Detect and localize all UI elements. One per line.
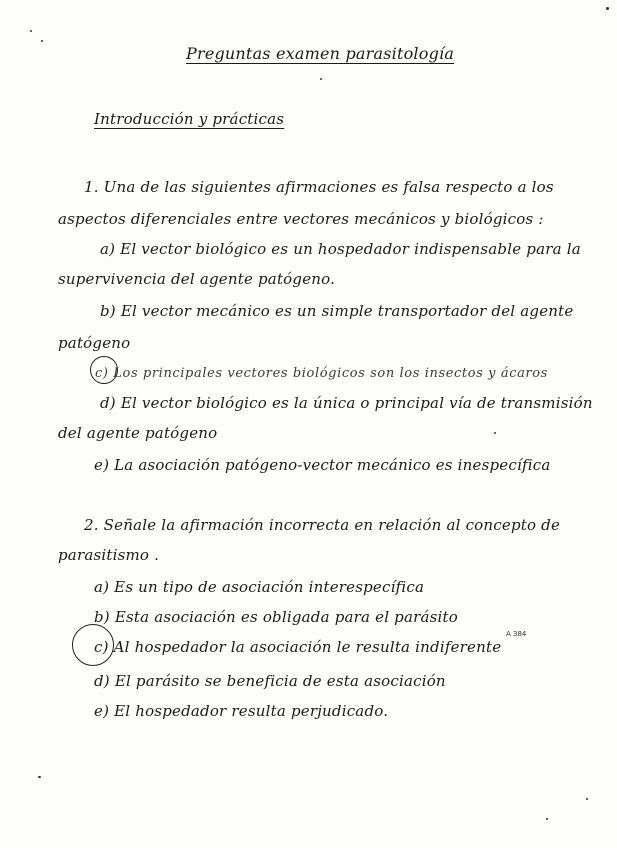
q1-option-d-line2: del agente patógeno — [58, 424, 218, 442]
q2-option-d-line: d) El parásito se beneficia de esta asociación — [94, 672, 446, 690]
scan-speck — [606, 7, 609, 10]
q2-stem-line1: 2. Señale la afirmación incorrecta en relación al concepto de — [84, 516, 561, 534]
page-title: Preguntas examen parasitología — [186, 44, 455, 63]
q1-option-b-line1: b) El vector mecánico es un simple transportador del agente — [100, 302, 574, 320]
scan-speck — [30, 30, 32, 32]
scan-speck — [38, 776, 41, 778]
scan-speck — [41, 40, 43, 42]
q2-option-a-line: a) Es un tipo de asociación interespecífica — [94, 578, 425, 596]
scan-speck — [320, 78, 322, 80]
q1-stem-line1: 1. Una de las siguientes afirmaciones es falsa respecto a los — [84, 178, 554, 196]
q2-option-b-line: b) Esta asociación es obligada para el parásito — [94, 608, 458, 626]
q1-stem-line2: aspectos diferenciales entre vectores mecánicos y biológicos : — [58, 210, 544, 228]
q1-option-a-line1: a) El vector biológico es un hospedador indispensable para la — [100, 240, 581, 258]
q1-option-a-line2: supervivencia del agente patógeno. — [58, 270, 336, 288]
q1-option-b-line2: patógeno — [58, 334, 131, 352]
scan-speck — [494, 432, 496, 434]
q1-option-e-line: e) La asociación patógeno-vector mecánico es inespecífica — [94, 456, 551, 474]
scan-speck — [586, 798, 588, 800]
q1-option-c-line: c) Los principales vectores biológicos son los insectos y ácaros — [95, 366, 548, 381]
q2-stem-line2: parasitismo . — [58, 546, 160, 564]
q2-option-c-line: c) Al hospedador la asociación le resulta indiferente — [94, 638, 502, 656]
section-heading: Introducción y prácticas — [94, 110, 285, 128]
margin-note: A 384 — [506, 630, 527, 638]
q2-option-e-line: e) El hospedador resulta perjudicado. — [94, 702, 389, 720]
q1-option-d-line1: d) El vector biológico es la única o principal vía de transmisión — [100, 394, 593, 412]
scan-speck — [546, 818, 548, 820]
